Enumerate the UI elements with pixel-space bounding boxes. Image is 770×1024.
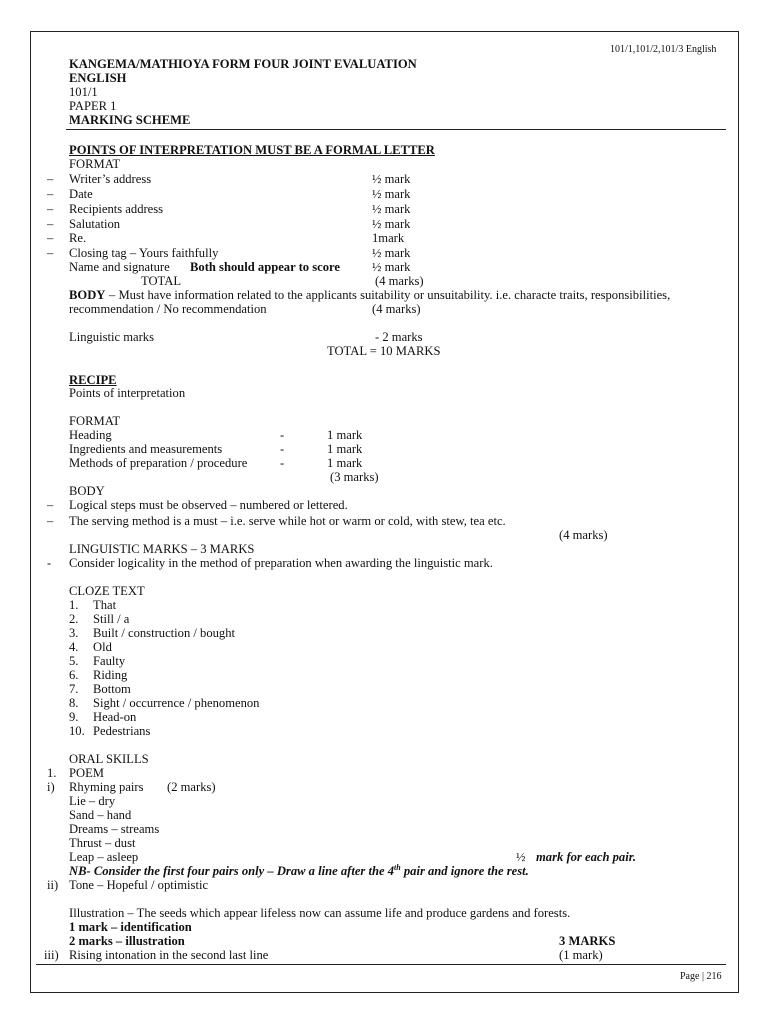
linguistic-mark: - 2 marks (375, 330, 423, 344)
format-item: Closing tag – Yours faithfully (69, 246, 219, 260)
recipe-item: Methods of preparation / procedure (69, 456, 248, 470)
paper-code: 101/1 (69, 85, 98, 99)
exam-code: 101/1,101/2,101/3 English (610, 44, 717, 55)
subject: ENGLISH (69, 71, 127, 85)
recipe-format-total: (3 marks) (330, 470, 379, 484)
header-rule (66, 129, 726, 130)
cloze-answer: Built / construction / bought (93, 626, 236, 640)
format-total-mark: (4 marks) (375, 274, 424, 288)
intonation-mark: (1 mark) (559, 948, 603, 962)
total-marks: 3 MARKS (559, 934, 616, 948)
sub-question-label: Rhyming pairs (69, 780, 144, 794)
oral-heading: ORAL SKILLS (69, 752, 149, 766)
bullet: – (47, 172, 54, 186)
format-mark: ½ mark (372, 202, 411, 216)
dash: - (280, 428, 285, 442)
bullet: – (47, 514, 54, 528)
sub-question-number: iii) (44, 948, 59, 962)
recipe-body-item: The serving method is a must – i.e. serve while hot or warm or cold, with stew, tea etc. (69, 514, 506, 528)
cloze-answer: Pedestrians (93, 724, 151, 738)
intonation-answer: Rising intonation in the second last line (69, 948, 269, 962)
format-mark: ½ mark (372, 217, 411, 231)
rhyme-pair: Thrust – dust (69, 836, 136, 850)
cloze-answer: Still / a (93, 612, 130, 626)
recipe-mark: 1 mark (327, 456, 363, 470)
recipe-item: Ingredients and measurements (69, 442, 223, 456)
format-item: Recipients address (69, 202, 164, 216)
cloze-num: 2. (69, 612, 79, 626)
paper-number: PAPER 1 (69, 99, 117, 113)
bullet: – (47, 202, 54, 216)
mark-illustration: 2 marks – illustration (69, 934, 185, 948)
cloze-answer: Faulty (93, 654, 126, 668)
cloze-num: 1. (69, 598, 79, 612)
format-item: Salutation (69, 217, 121, 231)
dash: - (280, 456, 285, 470)
cloze-heading: CLOZE TEXT (69, 584, 145, 598)
bullet: – (47, 217, 54, 231)
recipe-heading: RECIPE (69, 373, 117, 387)
bullet: – (47, 246, 54, 260)
format-total-label: TOTAL (141, 274, 182, 288)
format-mark: ½ mark (372, 246, 411, 260)
page-number: Page | 216 (680, 971, 722, 982)
format-item: Date (69, 187, 93, 201)
format-note: Both should appear to score (190, 260, 340, 274)
sub-question-number: i) (47, 780, 55, 794)
cloze-answer: Head-on (93, 710, 137, 724)
format-item: Name and signature (69, 260, 170, 274)
cloze-num: 10. (69, 724, 85, 738)
recipe-mark: 1 mark (327, 428, 363, 442)
cloze-num: 5. (69, 654, 79, 668)
cloze-answer: Sight / occurrence / phenomenon (93, 696, 260, 710)
recipe-format-label: FORMAT (69, 414, 121, 428)
sub-question-number: ii) (47, 878, 59, 892)
rhyme-pair: Dreams – streams (69, 822, 160, 836)
rhyme-pair: Lie – dry (69, 794, 116, 808)
illustration-text: Illustration – The seeds which appear lifeless now can assume life and produce gardens and forests. (69, 906, 571, 920)
bullet: – (47, 231, 54, 245)
recipe-linguistic-note: Consider logicality in the method of preparation when awarding the linguistic mark. (69, 556, 493, 570)
letter-format-label: FORMAT (69, 157, 121, 171)
body-text: – Must have information related to the applicants suitability or unsuitability. i.e. characte traits, responsibilities, (109, 288, 671, 302)
cloze-answer: Old (93, 640, 112, 654)
rhyme-pair: Sand – hand (69, 808, 132, 822)
document-title: MARKING SCHEME (69, 113, 191, 127)
pair-mark-note: mark for each pair. (536, 850, 637, 864)
recipe-body-label: BODY (69, 484, 105, 498)
bullet: - (47, 556, 52, 570)
recipe-mark: 1 mark (327, 442, 363, 456)
recipe-subheading: Points of interpretation (69, 386, 186, 400)
nb-note: NB- Consider the first four pairs only – Draw a line after the 4th pair and ignore the rest. (69, 862, 529, 878)
format-mark: ½ mark (372, 172, 411, 186)
question-number: 1. (47, 766, 57, 780)
recipe-linguistic-label: LINGUISTIC MARKS – 3 MARKS (69, 542, 255, 556)
body-mark: (4 marks) (372, 302, 421, 316)
cloze-num: 3. (69, 626, 79, 640)
cloze-num: 4. (69, 640, 79, 654)
sub-question-marks: (2 marks) (167, 780, 216, 794)
cloze-num: 6. (69, 668, 79, 682)
letter-heading: POINTS OF INTERPRETATION MUST BE A FORMAL LETTER (69, 143, 435, 157)
mark-identification: 1 mark – identification (69, 920, 192, 934)
format-item: Re. (69, 231, 87, 245)
dash: - (280, 442, 285, 456)
pair-mark: ½ (516, 850, 526, 864)
body-text: recommendation / No recommendation (69, 302, 267, 316)
cloze-answer: That (93, 598, 117, 612)
recipe-item: Heading (69, 428, 112, 442)
format-mark: 1mark (372, 231, 405, 245)
recipe-body-item: Logical steps must be observed – numbered or lettered. (69, 498, 348, 512)
cloze-answer: Bottom (93, 682, 131, 696)
grand-total: TOTAL = 10 MARKS (327, 344, 441, 358)
bullet: – (47, 187, 54, 201)
cloze-num: 7. (69, 682, 79, 696)
cloze-answer: Riding (93, 668, 128, 682)
linguistic-label: Linguistic marks (69, 330, 154, 344)
format-mark: ½ mark (372, 187, 411, 201)
bullet: – (47, 498, 54, 512)
exam-title: KANGEMA/MATHIOYA FORM FOUR JOINT EVALUATION (69, 57, 417, 71)
body-label: BODY (69, 288, 106, 302)
cloze-num: 8. (69, 696, 79, 710)
rhyme-pair: Leap – asleep (69, 850, 139, 864)
tone-answer: Tone – Hopeful / optimistic (69, 878, 209, 892)
question-label: POEM (69, 766, 104, 780)
format-mark: ½ mark (372, 260, 411, 274)
format-item: Writer’s address (69, 172, 152, 186)
footer-rule (36, 964, 726, 965)
cloze-num: 9. (69, 710, 79, 724)
recipe-body-mark: (4 marks) (559, 528, 608, 542)
